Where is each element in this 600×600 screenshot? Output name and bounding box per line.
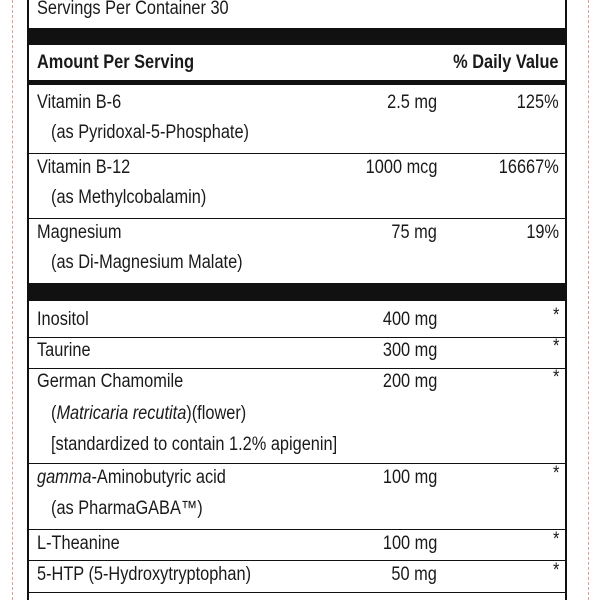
ingredient-standardization: [standardized to contain 1.2% apigenin]: [51, 434, 338, 455]
ingredient-botanical-source: (Matricaria recutita)(flower): [51, 403, 247, 424]
nutrient-name: Vitamin B-12: [37, 157, 131, 178]
daily-value-not-established: *: [552, 529, 559, 550]
ingredient-name: Inositol: [37, 309, 89, 330]
daily-value-not-established: *: [552, 336, 559, 357]
nutrient-daily-value: 16667%: [499, 157, 559, 178]
nutrient-amount: 2.5 mg: [387, 92, 437, 113]
daily-value-header: % Daily Value: [453, 52, 559, 73]
cut-line-right: [588, 0, 589, 600]
nutrient-amount: 1000 mcg: [365, 157, 437, 178]
amount-per-serving-header: Amount Per Serving: [37, 52, 195, 73]
thick-divider-top: [29, 28, 565, 45]
nutrient-daily-value: 125%: [517, 92, 559, 113]
ingredient-name: German Chamomile: [37, 371, 184, 392]
cut-line-left: [12, 0, 13, 600]
row-divider: [29, 592, 565, 593]
ingredient-amount: 300 mg: [382, 340, 437, 361]
plant-part: (flower): [191, 403, 247, 424]
ingredient-amount: 100 mg: [382, 533, 437, 554]
nutrient-name: Vitamin B-6: [37, 92, 122, 113]
row-divider: [29, 463, 565, 464]
row-divider: [29, 529, 565, 530]
thick-divider-middle: [29, 283, 565, 301]
daily-value-not-established: *: [552, 560, 559, 581]
ingredient-name: Taurine: [37, 340, 91, 361]
nutrient-name: Magnesium: [37, 222, 122, 243]
row-divider: [29, 153, 565, 154]
latin-name: Matricaria recutita: [56, 403, 187, 424]
ingredient-amount: 100 mg: [382, 467, 437, 488]
ingredient-amount: 400 mg: [382, 309, 437, 330]
daily-value-not-established: *: [552, 367, 559, 388]
row-divider: [29, 560, 565, 561]
nutrient-daily-value: 19%: [526, 222, 559, 243]
row-divider: [29, 368, 565, 369]
ingredient-name: L-Theanine: [37, 533, 120, 554]
gamma-prefix: gamma: [37, 467, 92, 488]
nutrient-amount: 75 mg: [391, 222, 437, 243]
nutrient-source: (as Pyridoxal-5-Phosphate): [51, 122, 249, 143]
row-divider: [29, 337, 565, 338]
ingredient-name: 5-HTP (5-Hydroxytryptophan): [37, 564, 252, 585]
ingredient-amount: 200 mg: [382, 371, 437, 392]
supplement-facts-panel: [27, 0, 567, 600]
thick-divider-header: [29, 80, 565, 85]
nutrient-source: (as Methylcobalamin): [51, 187, 207, 208]
row-divider: [29, 218, 565, 219]
nutrient-source: (as Di-Magnesium Malate): [51, 252, 243, 273]
servings-per-container: Servings Per Container 30: [37, 0, 229, 19]
column-header-row: [29, 48, 565, 82]
daily-value-not-established: *: [552, 463, 559, 484]
daily-value-not-established: *: [552, 305, 559, 326]
ingredient-source: (as PharmaGABA™): [51, 498, 203, 519]
ingredient-name: gamma-Aminobutyric acid: [37, 467, 226, 488]
ingredient-amount: 50 mg: [391, 564, 437, 585]
